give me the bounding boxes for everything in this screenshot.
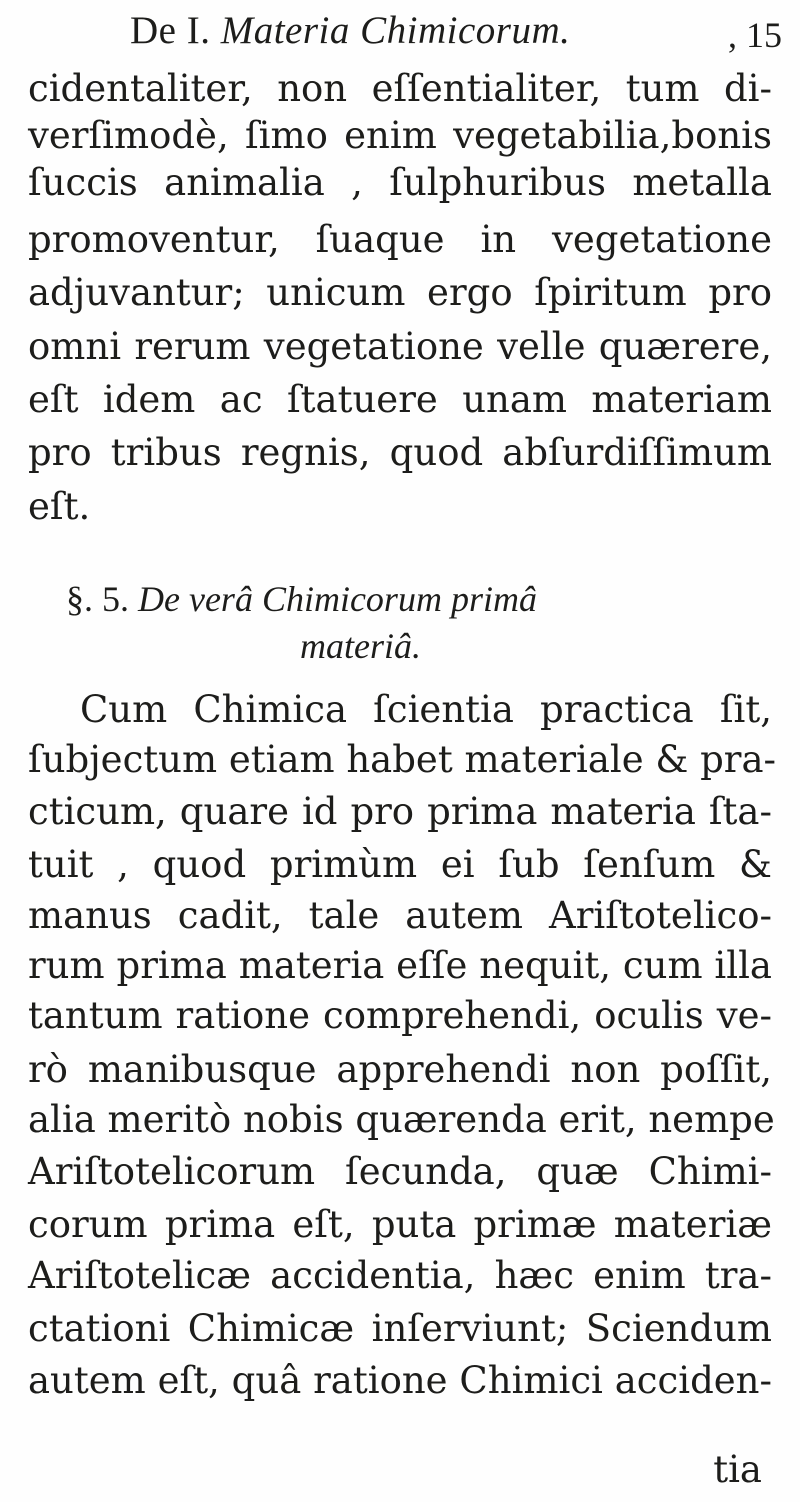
text-line: eſt idem ac ſtatuere unam materiam: [28, 378, 772, 421]
text-line: promoventur, ſuaque in vegetatione: [28, 218, 772, 261]
text-line: pro tribus regnis, quod abſurdiſſimum: [28, 431, 772, 474]
section-title: De verâ Chimicorum primâ: [138, 579, 537, 619]
header-title: Materia Chimicorum.: [220, 9, 571, 52]
text-line: verſimodè, ſimo enim vegetabilia,bonis: [28, 114, 772, 157]
section-title-continued: materiâ.: [300, 626, 421, 666]
text-line: rum prima materia eſſe nequit, cum illa: [28, 944, 772, 987]
section-label: §. 5.: [66, 579, 129, 619]
catchword: tia: [713, 1448, 762, 1491]
text-line: cticum, quare id pro prima materia ſta-: [28, 790, 772, 833]
page-number: , 15: [728, 15, 782, 55]
text-line: Ariſtotelicæ accidentia, hæc enim tra-: [28, 1254, 772, 1297]
text-line: adjuvantur; unicum ergo ſpiritum pro: [28, 271, 772, 314]
text-line: alia meritò nobis quærenda erit, nempe: [28, 1098, 775, 1141]
section-heading: [66, 578, 537, 620]
text-line: rò manibusque apprehendi non poſſit,: [28, 1048, 772, 1091]
text-line: tuit , quod primùm ei ſub ſenſum &: [28, 843, 772, 886]
text-line: Ariſtotelicorum ſecunda, quæ Chimi-: [28, 1150, 772, 1193]
header-prefix: De I.: [130, 9, 211, 52]
text-line: autem eſt, quâ ratione Chimici acciden-: [28, 1359, 772, 1402]
text-line: cidentaliter, non eſſentialiter, tum di-: [28, 67, 772, 110]
running-header: [130, 8, 570, 53]
text-line: Cum Chimica ſcientia practica ſit,: [80, 688, 772, 731]
text-line: omni rerum vegetatione velle quærere,: [28, 325, 772, 368]
text-line: tantum ratione comprehendi, oculis ve-: [28, 994, 772, 1037]
text-line: manus cadit, tale autem Ariſtotelico-: [28, 894, 772, 937]
text-line: ſuccis animalia , ſulphuribus metalla: [28, 161, 772, 204]
text-line: eſt.: [28, 485, 91, 528]
text-line: ctationi Chimicæ inſerviunt; Sciendum: [28, 1307, 772, 1350]
text-line: corum prima eſt, puta primæ materiæ: [28, 1203, 772, 1246]
text-line: ſubjectum etiam habet materiale & pra-: [28, 738, 777, 781]
